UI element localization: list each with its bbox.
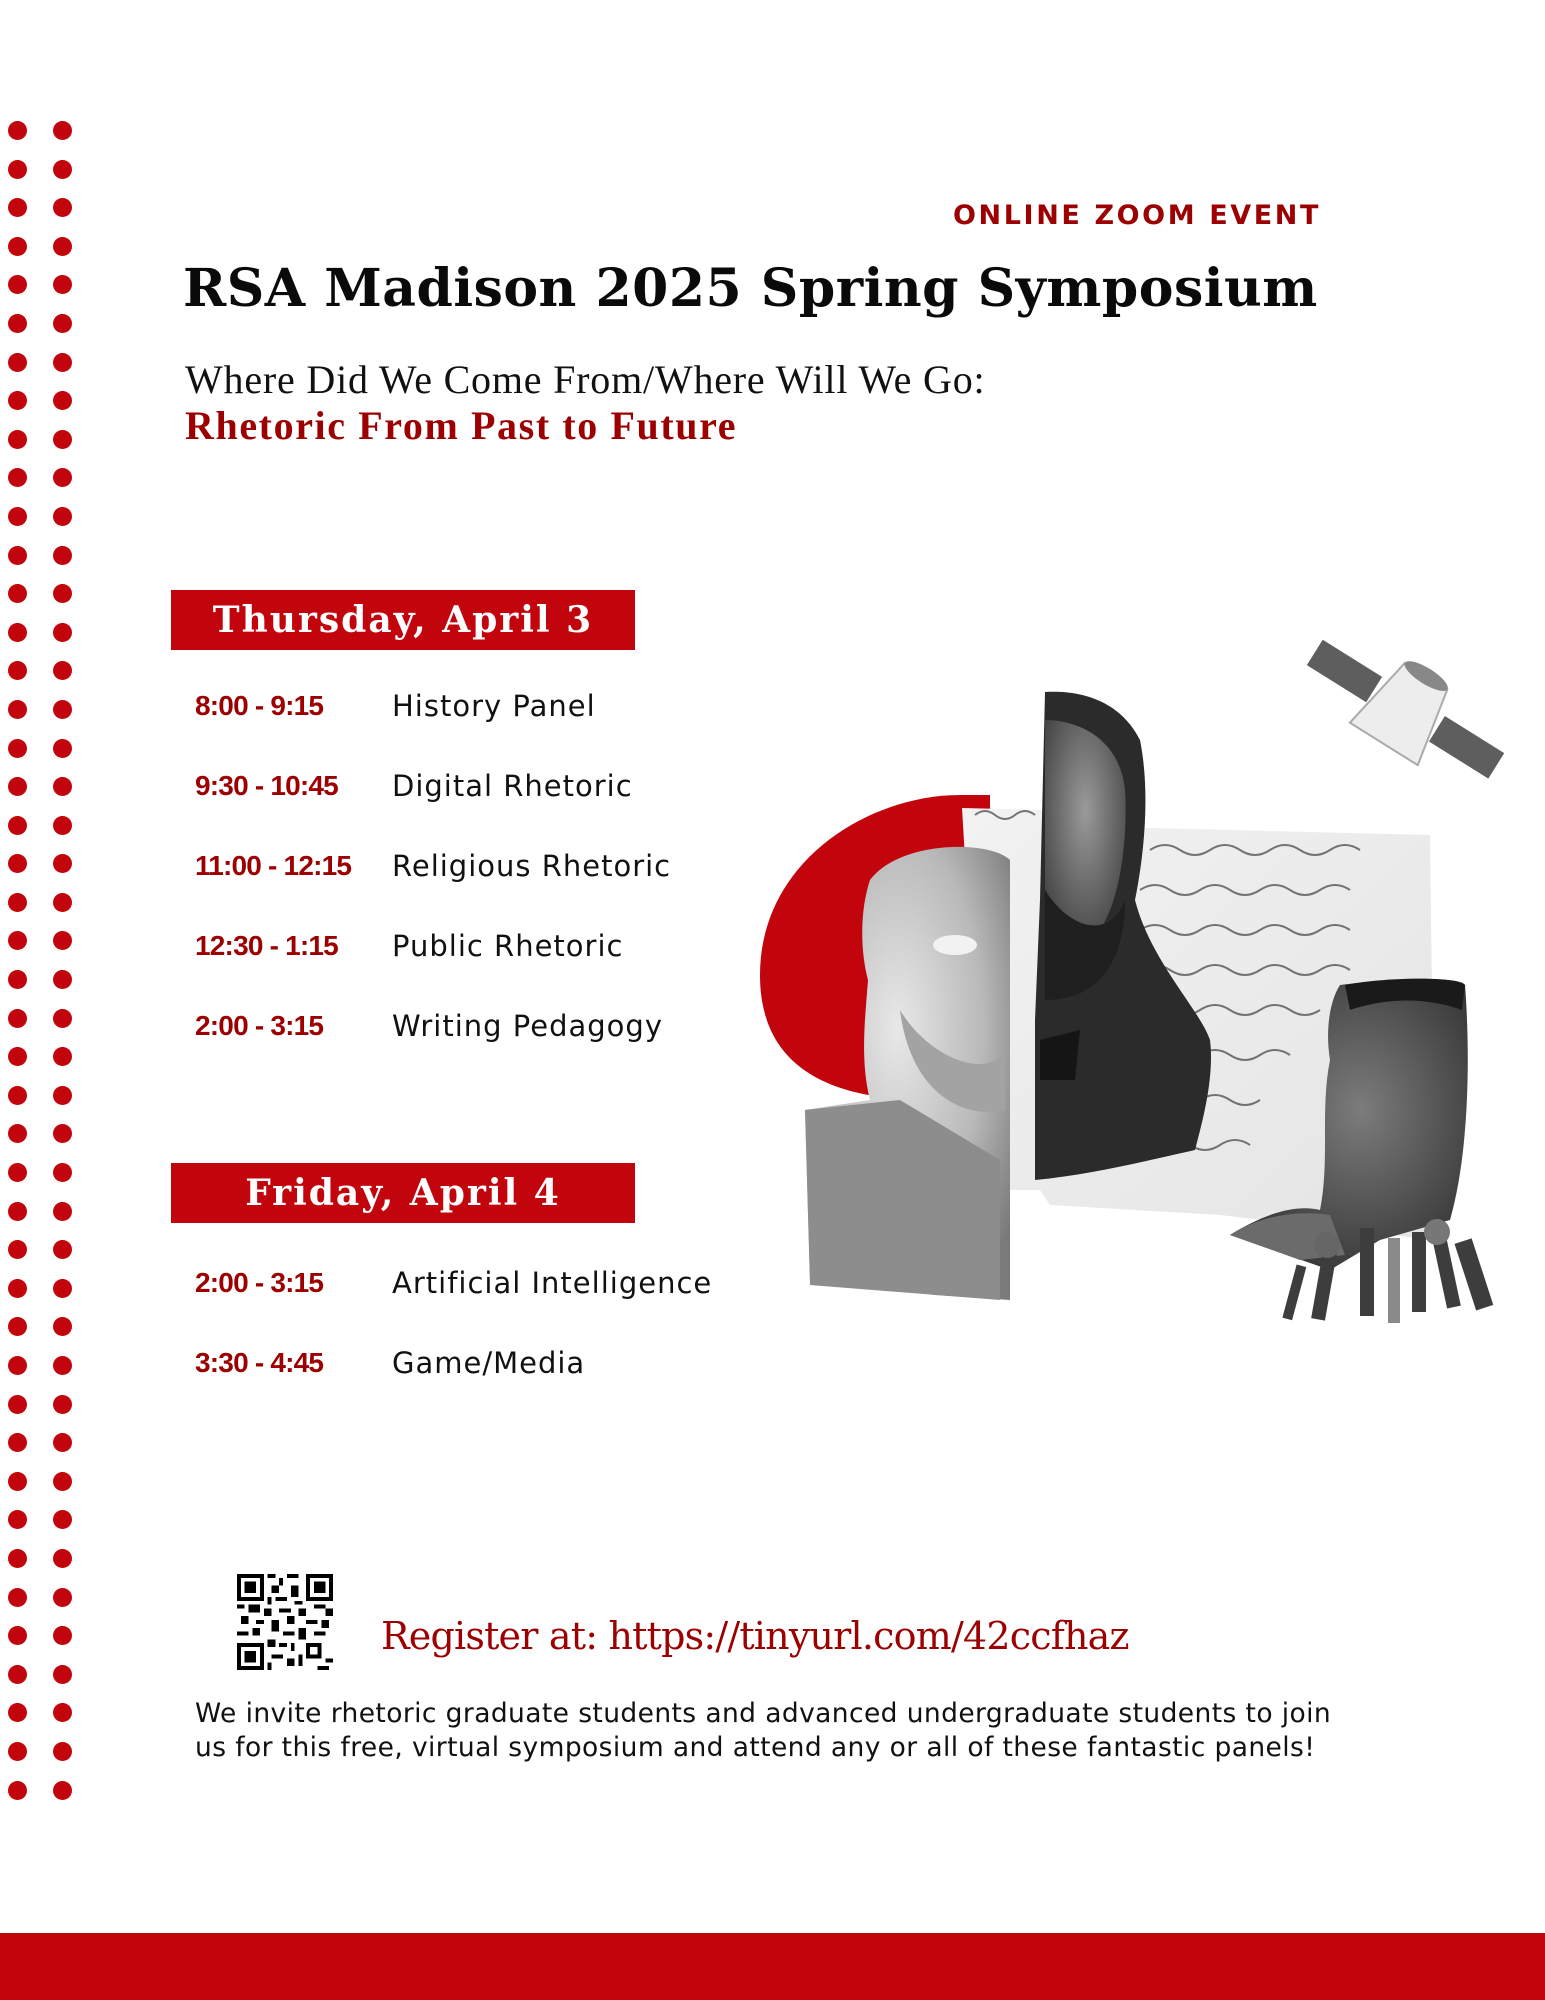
session-time: 2:00 - 3:15 xyxy=(195,1267,324,1298)
decorative-dot xyxy=(8,275,27,294)
decorative-dot xyxy=(53,1588,72,1607)
decorative-dot xyxy=(53,275,72,294)
decorative-dot xyxy=(8,1742,27,1761)
session-title: Digital Rhetoric xyxy=(392,769,633,803)
decorative-dot xyxy=(8,314,27,333)
decorative-dot xyxy=(8,1009,27,1028)
decorative-dot xyxy=(53,1549,72,1568)
decorative-dot xyxy=(53,468,72,487)
schedule-row xyxy=(195,766,633,806)
decorative-dot xyxy=(8,1588,27,1607)
subtitle-line-2: Rhetoric From Past to Future xyxy=(185,403,738,448)
decorative-dot xyxy=(8,1279,27,1298)
decorative-dot xyxy=(53,1510,72,1529)
decorative-dot xyxy=(53,1124,72,1143)
decorative-dot xyxy=(53,1047,72,1066)
decorative-dot xyxy=(8,739,27,758)
decorative-dot xyxy=(8,1781,27,1800)
decorative-dot xyxy=(53,931,72,950)
session-time: 2:00 - 3:15 xyxy=(195,1010,324,1041)
decorative-dot xyxy=(8,121,27,140)
session-time: 9:30 - 10:45 xyxy=(195,770,338,801)
decorative-dot xyxy=(8,1395,27,1414)
decorative-dot xyxy=(8,391,27,410)
decorative-dot xyxy=(8,1433,27,1452)
decorative-dot xyxy=(53,1742,72,1761)
session-time: 8:00 - 9:15 xyxy=(195,690,324,721)
schedule-row xyxy=(195,1263,712,1303)
decorative-dot xyxy=(8,816,27,835)
decorative-dot xyxy=(53,1626,72,1645)
decorative-dot xyxy=(8,507,27,526)
registration-link[interactable]: Register at: https://tinyurl.com/42ccfhaz xyxy=(381,1614,1129,1658)
decorative-dot xyxy=(8,854,27,873)
decorative-dot xyxy=(53,700,72,719)
decorative-dot xyxy=(53,546,72,565)
decorative-dot xyxy=(53,314,72,333)
schedule-row xyxy=(195,846,671,886)
decorative-dot xyxy=(53,1086,72,1105)
decorative-dot xyxy=(53,1279,72,1298)
decorative-dot xyxy=(8,1472,27,1491)
decorative-dot xyxy=(53,893,72,912)
decorative-dot xyxy=(53,1472,72,1491)
decorative-dot-grid xyxy=(8,121,72,1800)
decorative-dot xyxy=(53,121,72,140)
decorative-dot xyxy=(8,1510,27,1529)
decorative-dot xyxy=(53,1202,72,1221)
decorative-dot xyxy=(8,661,27,680)
decorative-dot xyxy=(8,1202,27,1221)
decorative-dot xyxy=(8,893,27,912)
decorative-dot xyxy=(53,1240,72,1259)
decorative-dot xyxy=(8,777,27,796)
session-title: Artificial Intelligence xyxy=(392,1266,713,1300)
decorative-dot xyxy=(53,160,72,179)
decorative-dot xyxy=(8,1626,27,1645)
decorative-dot xyxy=(8,430,27,449)
decorative-dot xyxy=(53,507,72,526)
decorative-dot xyxy=(8,1047,27,1066)
decorative-dot xyxy=(53,1665,72,1684)
decorative-dot xyxy=(53,237,72,256)
decorative-dot xyxy=(53,430,72,449)
decorative-dot xyxy=(53,584,72,603)
decorative-dot xyxy=(53,816,72,835)
decorative-dot xyxy=(8,623,27,642)
decorative-dot xyxy=(53,353,72,372)
decorative-dot xyxy=(8,970,27,989)
decorative-dot xyxy=(8,1665,27,1684)
session-title: Writing Pedagogy xyxy=(392,1009,663,1043)
decorative-dot xyxy=(8,1356,27,1375)
handwritten-letter xyxy=(962,808,1435,1240)
decorative-dot xyxy=(8,1240,27,1259)
decorative-dot xyxy=(8,237,27,256)
decorative-dot xyxy=(8,1703,27,1722)
decorative-dot xyxy=(8,1549,27,1568)
decorative-dot xyxy=(8,1086,27,1105)
decorative-dot xyxy=(8,1317,27,1336)
decorative-dot xyxy=(53,1009,72,1028)
mlk-portrait xyxy=(1230,979,1468,1270)
subtitle-line-1: Where Did We Come From/Where Will We Go: xyxy=(185,357,986,402)
decorative-dot xyxy=(53,1317,72,1336)
decorative-dot xyxy=(8,1124,27,1143)
decorative-dot xyxy=(53,1781,72,1800)
session-title: History Panel xyxy=(392,689,596,723)
day-banner-thursday: Thursday, April 3 xyxy=(171,590,635,650)
session-time: 11:00 - 12:15 xyxy=(195,850,352,881)
invitation-text: We invite rhetoric graduate students and advanced undergraduate students to join us for this free, virtual symposium and attend any or all of these fantastic panels! xyxy=(195,1698,1332,1763)
decorative-dot xyxy=(8,584,27,603)
schedule-row xyxy=(195,686,596,726)
decorative-dot xyxy=(53,777,72,796)
lincoln-portrait xyxy=(1035,692,1211,1180)
schedule-row xyxy=(195,1343,585,1383)
decorative-dot xyxy=(8,700,27,719)
schedule-row xyxy=(195,1006,663,1046)
decorative-dot xyxy=(8,931,27,950)
decorative-dot xyxy=(8,198,27,217)
session-title: Game/Media xyxy=(392,1346,586,1380)
decorative-dot xyxy=(53,854,72,873)
decorative-dot xyxy=(53,1395,72,1414)
decorative-dot xyxy=(53,623,72,642)
decorative-dot xyxy=(8,468,27,487)
microphones xyxy=(1282,1219,1493,1323)
decorative-dot xyxy=(53,1703,72,1722)
decorative-dot xyxy=(8,546,27,565)
session-title: Public Rhetoric xyxy=(392,929,624,963)
red-circle-shape xyxy=(760,795,990,1100)
decorative-dot xyxy=(53,1433,72,1452)
decorative-dot xyxy=(53,1163,72,1182)
decorative-dot xyxy=(8,353,27,372)
schedule-row xyxy=(195,926,623,966)
page-title: RSA Madison 2025 Spring Symposium xyxy=(183,258,1318,319)
session-title: Religious Rhetoric xyxy=(392,849,672,883)
decorative-dot xyxy=(53,970,72,989)
decorative-dot xyxy=(8,1163,27,1182)
session-time: 3:30 - 4:45 xyxy=(195,1347,324,1378)
qr-code-icon[interactable] xyxy=(237,1574,333,1670)
decorative-dot xyxy=(53,739,72,758)
greek-bust xyxy=(805,847,1010,1300)
decorative-dot xyxy=(53,198,72,217)
decorative-dot xyxy=(53,1356,72,1375)
day-banner-friday: Friday, April 4 xyxy=(171,1163,635,1223)
decorative-dot xyxy=(8,160,27,179)
decorative-dot xyxy=(53,661,72,680)
session-time: 12:30 - 1:15 xyxy=(195,930,338,961)
footer-bar xyxy=(0,1933,1545,2000)
event-type-label: ONLINE ZOOM EVENT xyxy=(953,200,1321,231)
space-capsule-icon xyxy=(1293,613,1521,801)
decorative-dot xyxy=(53,391,72,410)
